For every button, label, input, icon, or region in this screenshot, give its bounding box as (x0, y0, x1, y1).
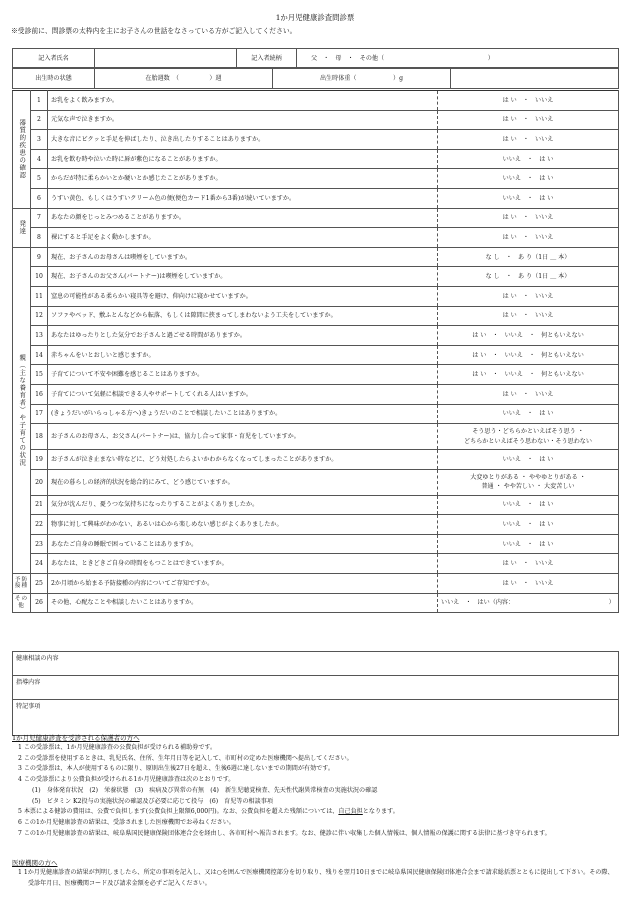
question-number: 22 (31, 515, 48, 535)
guardian-item: 2 この受診票を使用するときは、乳児氏名、住所、生年月日等を記入して、市町村の定めた医療機関へ提出してください。 (18, 754, 353, 762)
question-number: 16 (31, 384, 48, 404)
question-number: 13 (31, 326, 48, 346)
question-number: 8 (31, 228, 48, 248)
question-row (13, 188, 619, 208)
question-number: 26 (31, 593, 48, 613)
question-text: 現在、お子さんのお父さん(パートナー)は喫煙をしていますか。 (48, 267, 438, 287)
question-row (13, 208, 619, 228)
category-label: 親（主な養育者）や子育ての状況 (13, 247, 31, 573)
answer-options[interactable]: は い ・ いいえ (438, 574, 619, 594)
relation-label: 記入者続柄 (237, 49, 297, 69)
question-row (13, 469, 619, 495)
question-row (13, 110, 619, 130)
gestation-field[interactable]: 在胎週数 （ ）週 (95, 68, 273, 89)
answer-options[interactable]: は い ・ いいえ ・ 何ともいえない (438, 365, 619, 385)
answer-options[interactable]: いいえ ・ は い (438, 515, 619, 535)
answer-options[interactable] (438, 469, 619, 495)
question-number: 3 (31, 130, 48, 150)
answer-options[interactable]: は い ・ いいえ (438, 110, 619, 130)
question-number: 24 (31, 554, 48, 574)
question-table (12, 90, 619, 613)
birth-weight-field[interactable]: 出生時体重（ ）g (273, 68, 451, 89)
question-text: 物事に対して興味がわかない、あるいは心から楽しめない感じがよくありましたか。 (48, 515, 438, 535)
institution-item: 1 1か月児健康診査の結果が判明しましたら、所定の事項を記入し、又は○を囲んで医療機関控部分を切り取り、残りを翌月10日までに岐阜県国民健康保険団体連合会まで請求総括票とともに提出して下さい。その際、受診年月日、医療機関コード及び請求金額を必ずご記入ください。 (18, 869, 614, 887)
self-pay-emphasis: 自己負担 (338, 808, 363, 816)
guardian-item: 3 この受診票は、本人が使用するものに限り、原則出生後27日を超え、生後6週に達しないまでの期間が有効です。 (18, 765, 334, 773)
question-row (13, 130, 619, 150)
answer-options[interactable]: いいえ ・ は い (438, 450, 619, 470)
question-row (13, 495, 619, 515)
answer-options[interactable]: いいえ ・ はい（内容： ） (438, 593, 619, 613)
question-row (13, 404, 619, 424)
question-number: 7 (31, 208, 48, 228)
guardian-item: 6 この1か月児健康診査の結果は、受診されました医療機関でお尋ねください。 (18, 818, 235, 826)
answer-options[interactable]: は い ・ いいえ (438, 306, 619, 326)
question-row (13, 574, 619, 594)
question-number: 9 (31, 247, 48, 267)
birth-table (12, 67, 619, 89)
question-row (13, 267, 619, 287)
answer-options[interactable]: いいえ ・ は い (438, 169, 619, 189)
guardian-item: 4 この受診票により公費負担が受けられる1か月児健康診査は次のとおりです。 (18, 776, 235, 784)
question-row (13, 365, 619, 385)
question-text: お乳を飲む時や泣いた時に唇が紫色になることがありますか。 (48, 149, 438, 169)
question-text: 元気な声で泣きますか。 (48, 110, 438, 130)
answer-line: そう思う・どちらかといえばそう思う ・ (472, 428, 584, 436)
question-number: 14 (31, 345, 48, 365)
guardian-subitem: (5) ビタミン K2投与の実施状況の確認及び必要に応じて投与 (6) 育児等の相談事項 (32, 797, 273, 805)
question-row (13, 515, 619, 535)
answer-options[interactable]: は い ・ いいえ (438, 554, 619, 574)
question-row (13, 91, 619, 111)
question-number: 5 (31, 169, 48, 189)
birth-blank (451, 68, 619, 89)
guardian-list (18, 743, 618, 839)
institution-list (18, 868, 618, 889)
question-text: ソファやベッド、敷ふとんなどから転落、もしくは隙間に挟まってしまわないよう工夫をしていますか。 (48, 306, 438, 326)
question-row (13, 286, 619, 306)
writer-name-field[interactable] (95, 49, 237, 69)
answer-options[interactable]: いいえ ・ は い (438, 188, 619, 208)
question-text: 現在、お子さんのお母さんは喫煙をしていますか。 (48, 247, 438, 267)
question-number: 15 (31, 365, 48, 385)
question-text: 2か月頃から始まる予防接種の内容についてご存知ですか。 (48, 574, 438, 594)
question-row (13, 306, 619, 326)
question-text: 裸にすると手足をよく動かしますか。 (48, 228, 438, 248)
answer-options[interactable]: な し ・ あ り（1日 ＿ 本） (438, 247, 619, 267)
question-text: 窒息の可能性がある柔らかい寝具等を避け、仰向けに寝かせていますか。 (48, 286, 438, 306)
question-text: お子さんのお母さん、お父さん(パートナー)は、協力し合って家事・育児をしていますか。 (48, 424, 438, 450)
question-text: あなたの顔をじっとみつめることがありますか。 (48, 208, 438, 228)
answer-options[interactable]: は い ・ いいえ (438, 91, 619, 111)
answer-options[interactable]: は い ・ いいえ ・ 何ともいえない (438, 345, 619, 365)
answer-options[interactable]: は い ・ いいえ (438, 286, 619, 306)
question-text: 子育てについて気軽に相談できる人やサポートしてくれる人はいますか。 (48, 384, 438, 404)
question-number: 19 (31, 450, 48, 470)
category-label: その他 (13, 593, 31, 613)
guardian-item: 7 この1か月児健康診査の結果は、岐阜県国民健康保険団体連合会を経由し、各市町村へ報告されます。なお、健診に伴い収集した個人情報は、個人情報の保護に関する法律に基づき守られます。 (18, 829, 551, 837)
guidance-field[interactable]: 指導内容 (13, 676, 619, 700)
question-row (13, 169, 619, 189)
answer-options[interactable]: いいえ ・ は い (438, 534, 619, 554)
question-number: 12 (31, 306, 48, 326)
writer-name-label: 記入者氏名 (13, 49, 95, 69)
answer-line: どちらかといえばそう思わない・そう思わない (464, 437, 592, 445)
question-row (13, 384, 619, 404)
question-number: 21 (31, 495, 48, 515)
question-text: からだが特に柔らかいとか硬いとか感じたことがありますか。 (48, 169, 438, 189)
question-text: 大きな音にビクッと手足を伸ばしたり、泣き出したりすることはありますか。 (48, 130, 438, 150)
guardian-item-tail: となります。 (362, 808, 399, 816)
answer-options[interactable]: いいえ ・ は い (438, 404, 619, 424)
question-text: あなたご自身の睡眠で困っていることはありますか。 (48, 534, 438, 554)
intro-note: ※受診前に、問診票の太枠内を主にお子さんの世話をなさっている方がご記入してください。 (11, 27, 297, 35)
answer-options[interactable]: は い ・ いいえ (438, 228, 619, 248)
question-number: 6 (31, 188, 48, 208)
question-row (13, 593, 619, 613)
question-row (13, 450, 619, 470)
question-number: 18 (31, 424, 48, 450)
question-text: お乳をよく飲みますか。 (48, 91, 438, 111)
answer-options[interactable]: は い ・ いいえ (438, 130, 619, 150)
guardian-item (18, 807, 618, 818)
answer-line: 大変ゆとりがある ・ ややゆとりがある ・ (470, 474, 586, 482)
question-text: あなたはゆったりとした気分でお子さんと過ごせる時間がありますか。 (48, 326, 438, 346)
question-row (13, 149, 619, 169)
question-number: 10 (31, 267, 48, 287)
question-row (13, 554, 619, 574)
guardian-item: 1 この受診票は、1か月児健康診査の公費負担が受けられる補助券です。 (18, 744, 217, 751)
notes-table (12, 651, 619, 736)
question-number: 17 (31, 404, 48, 424)
institution-heading: 医療機関の方へ (12, 859, 58, 867)
question-row (13, 424, 619, 450)
answer-options[interactable]: な し ・ あ り（1日 ＿ 本） (438, 267, 619, 287)
birth-state-label: 出生時の状態 (13, 68, 95, 89)
question-row (13, 228, 619, 248)
answer-options[interactable]: は い ・ いいえ (438, 208, 619, 228)
question-text: その他、心配なことや相談したいことはありますか。 (48, 593, 438, 613)
question-text: あなたは、ときどきご自身の時間をもつことはできていますか。 (48, 554, 438, 574)
question-text: 子育てについて不安や困難を感じることはありますか。 (48, 365, 438, 385)
question-number: 2 (31, 110, 48, 130)
question-text: 現在の暮らしの経済的状況を総合的にみて、どう感じていますか。 (48, 469, 438, 495)
answer-options[interactable]: いいえ ・ は い (438, 495, 619, 515)
category-label: 器質的疾患の確認 (13, 91, 31, 209)
question-row (13, 534, 619, 554)
answer-line: 普通 ・ やや苦しい ・ 大変苦しい (481, 483, 575, 491)
remarks-field[interactable]: 特記事項 (13, 700, 619, 736)
answer-options[interactable]: いいえ ・ は い (438, 149, 619, 169)
question-number: 20 (31, 469, 48, 495)
form-title: 1か月児健康診査問診票 (275, 13, 355, 22)
question-number: 4 (31, 149, 48, 169)
question-row (13, 345, 619, 365)
answer-options[interactable]: は い ・ いいえ ・ 何ともいえない (438, 326, 619, 346)
question-text: 赤ちゃんをいとおしいと感じますか。 (48, 345, 438, 365)
question-text: 気分が沈んだり、憂うつな気持ちになったりすることがよくありましたか。 (48, 495, 438, 515)
question-text: うすい黄色、もしくはうすいクリーム色の便(便色カード1番から3番)が続いていますか。 (48, 188, 438, 208)
question-number: 11 (31, 286, 48, 306)
guardian-subitem: (1) 身体発育状況 (2) 栄養状態 (3) 疾病及び異常の有無 (4) 新生児聴覚検査、先天性代謝異常検査の実施状況の確認 (32, 786, 378, 794)
guardian-item-text: 5 本票による健診の費用は、公費で負担します(公費負担上限額6,000円)。なお、公費負担を超えた残額については、 (18, 808, 339, 816)
guardian-heading: 1か月児健康診査を受診される保護者の方へ (12, 734, 140, 742)
consult-field[interactable]: 健康相談の内容 (13, 652, 619, 676)
relation-options[interactable]: 父 ・ 母 ・ その他（ ） (297, 49, 619, 69)
answer-options[interactable] (438, 424, 619, 450)
question-row (13, 326, 619, 346)
question-number: 25 (31, 574, 48, 594)
question-text: (きょうだいがいらっしゃる方へ)きょうだいのことで相談したいことはありますか。 (48, 404, 438, 424)
header-table (12, 48, 619, 69)
question-text: お子さんが泣き止まない時などに、どう対処したらよいかわからなくなってしまったことがありますか。 (48, 450, 438, 470)
category-label: 予防接種 (13, 574, 31, 594)
question-number: 1 (31, 91, 48, 111)
category-label: 発達 (13, 208, 31, 247)
answer-options[interactable]: は い ・ いいえ (438, 384, 619, 404)
question-row (13, 247, 619, 267)
question-number: 23 (31, 534, 48, 554)
